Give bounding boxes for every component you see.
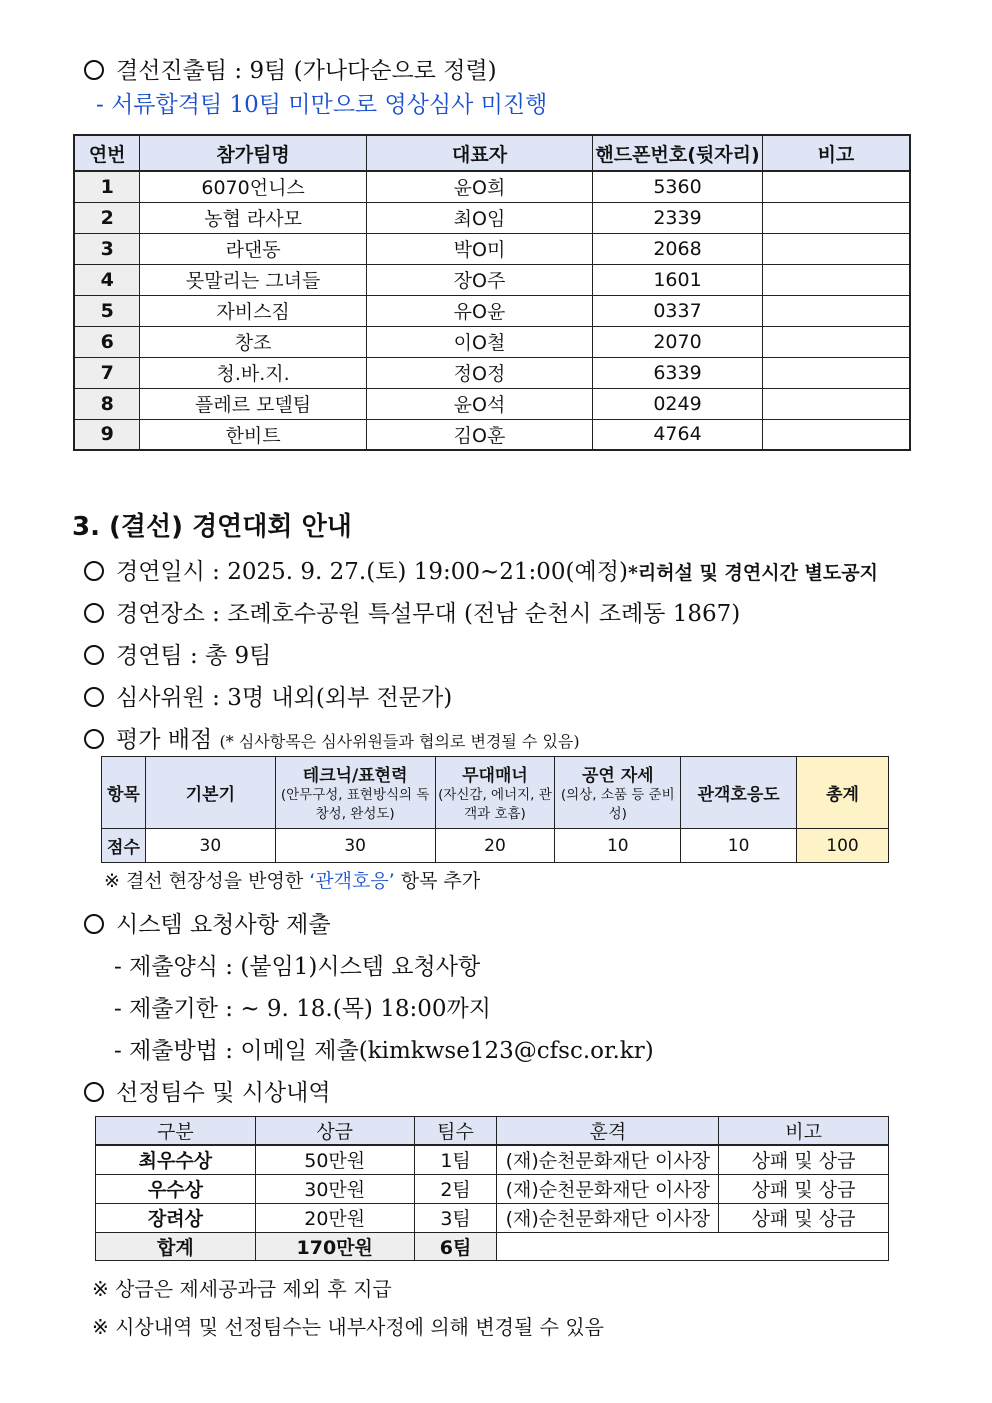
cell: (재)순천문화재단 이사장 <box>497 1203 719 1232</box>
circle-bullet-icon <box>84 1082 104 1102</box>
cell: 윤O희 <box>366 171 592 202</box>
cell: 장O주 <box>366 264 592 295</box>
award-name: 장려상 <box>96 1203 256 1232</box>
awards-total-row <box>96 1232 889 1260</box>
cell: 6339 <box>593 357 763 388</box>
cell: 창조 <box>140 326 366 357</box>
note-2: ※ 시상내역 및 선정팀수는 내부사정에 의해 변경될 수 있음 <box>92 1315 604 1339</box>
score-item-total: 총계 <box>797 757 889 829</box>
cell <box>762 357 910 388</box>
cell: 1601 <box>593 264 763 295</box>
system-title: 시스템 요청사항 제출 <box>84 906 331 939</box>
finalist-row <box>74 171 910 202</box>
score-item: 무대매너 (자신감, 에너지, 관객과 호흡) <box>435 757 555 829</box>
header-cell: 구분 <box>96 1117 256 1146</box>
cell: 청.바.지. <box>140 357 366 388</box>
cell: 김O훈 <box>366 419 592 450</box>
row-label: 항목 <box>102 757 146 829</box>
award-name: 최우수상 <box>96 1145 256 1174</box>
cell: 유O윤 <box>366 295 592 326</box>
cell <box>762 202 910 233</box>
cell: 상패 및 상금 <box>719 1145 889 1174</box>
score-values-row <box>102 829 889 863</box>
score-value: 20 <box>435 829 555 863</box>
cell <box>762 171 910 202</box>
total-prize: 170만원 <box>255 1232 414 1260</box>
awards-table <box>95 1116 889 1261</box>
score-value: 10 <box>555 829 681 863</box>
total-label: 합계 <box>96 1232 256 1260</box>
judges-line: 심사위원 : 3명 내외(외부 전문가) <box>84 679 452 712</box>
cell: 한비트 <box>140 419 366 450</box>
note-1: ※ 상금은 제세공과금 제외 후 지급 <box>92 1277 392 1301</box>
cell: 라댄동 <box>140 233 366 264</box>
award-name: 우수상 <box>96 1174 256 1203</box>
finalist-row <box>74 295 910 326</box>
finalist-row <box>74 388 910 419</box>
finalist-row <box>74 264 910 295</box>
circle-bullet-icon <box>84 603 104 623</box>
cell: 50만원 <box>255 1145 414 1174</box>
header-cell: 비고 <box>719 1117 889 1146</box>
cell: 2070 <box>593 326 763 357</box>
cell: 2팀 <box>414 1174 497 1203</box>
cell: 이O철 <box>366 326 592 357</box>
awards-header-row <box>96 1117 889 1146</box>
header-cell: 대표자 <box>366 135 592 171</box>
header-cell: 팀수 <box>414 1117 497 1146</box>
row-number: 3 <box>74 233 140 264</box>
header-cell: 핸드폰번호(뒷자리) <box>593 135 763 171</box>
venue-line: 경연장소 : 조례호수공원 특설무대 (전남 순천시 조례동 1867) <box>84 595 740 628</box>
row-number: 5 <box>74 295 140 326</box>
circle-bullet-icon <box>84 60 104 80</box>
row-number: 8 <box>74 388 140 419</box>
finalist-table <box>73 134 911 451</box>
finalist-line: 결선진출팀 : 9팀 (가나다순으로 정렬) <box>84 52 497 85</box>
finalist-row <box>74 202 910 233</box>
finalist-row <box>74 419 910 450</box>
circle-bullet-icon <box>84 914 104 934</box>
cell: 3팀 <box>414 1203 497 1232</box>
awards-row <box>96 1145 889 1174</box>
finalist-header-row <box>74 135 910 171</box>
row-number: 9 <box>74 419 140 450</box>
cell: 윤O석 <box>366 388 592 419</box>
cell: 20만원 <box>255 1203 414 1232</box>
cell: 정O정 <box>366 357 592 388</box>
score-item: 공연 자세 (의상, 소품 등 준비성) <box>555 757 681 829</box>
cell <box>762 233 910 264</box>
cell: 자비스짐 <box>140 295 366 326</box>
cell: 0249 <box>593 388 763 419</box>
finalist-row <box>74 357 910 388</box>
cell: 농협 라사모 <box>140 202 366 233</box>
cell: 1팀 <box>414 1145 497 1174</box>
finalist-row <box>74 233 910 264</box>
cell: 4764 <box>593 419 763 450</box>
score-item: 테크닉/표현력 (안무구성, 표현방식의 독창성, 완성도) <box>275 757 435 829</box>
row-label: 점수 <box>102 829 146 863</box>
cell <box>762 295 910 326</box>
cell: 못말리는 그녀들 <box>140 264 366 295</box>
cell: 상패 및 상금 <box>719 1174 889 1203</box>
score-items-row <box>102 757 889 829</box>
cell: 플레르 모델팀 <box>140 388 366 419</box>
header-cell: 참가팀명 <box>140 135 366 171</box>
cell <box>762 419 910 450</box>
cell <box>762 326 910 357</box>
header-cell: 훈격 <box>497 1117 719 1146</box>
cell: 0337 <box>593 295 763 326</box>
score-note: ※ 결선 현장성을 반영한 ‘관객호응’ 항목 추가 <box>104 870 481 892</box>
system-deadline: - 제출기한 : ~ 9. 18.(목) 18:00까지 <box>114 996 491 1022</box>
section-title: 3. (결선) 경연대회 안내 <box>72 512 352 542</box>
finalist-note: - 서류합격팀 10팀 미만으로 영상심사 미진행 <box>96 92 548 118</box>
system-method: - 제출방법 : 이메일 제출(kimkwse123@cfsc.or.kr) <box>114 1038 654 1064</box>
awards-row <box>96 1203 889 1232</box>
score-value: 30 <box>145 829 275 863</box>
cell: 30만원 <box>255 1174 414 1203</box>
cell: (재)순천문화재단 이사장 <box>497 1145 719 1174</box>
finalist-row <box>74 326 910 357</box>
teams-line: 경연팀 : 총 9팀 <box>84 637 271 670</box>
circle-bullet-icon <box>84 561 104 581</box>
score-value-total: 100 <box>797 829 889 863</box>
header-cell: 비고 <box>762 135 910 171</box>
row-number: 6 <box>74 326 140 357</box>
circle-bullet-icon <box>84 729 104 749</box>
system-form: - 제출양식 : (붙임1)시스템 요청사항 <box>114 954 481 980</box>
scoring-line: 평가 배점 (* 심사항목은 심사위원들과 협의로 변경될 수 있음) <box>84 721 580 754</box>
cell: 2339 <box>593 202 763 233</box>
cell <box>762 264 910 295</box>
row-number: 7 <box>74 357 140 388</box>
total-teams: 6팀 <box>414 1232 497 1260</box>
date-line: 경연일시 : 2025. 9. 27.(토) 19:00~21:00(예정)*리허설 및 경연시간 별도공지 <box>84 553 878 586</box>
cell: 상패 및 상금 <box>719 1203 889 1232</box>
score-item: 기본기 <box>145 757 275 829</box>
cell: (재)순천문화재단 이사장 <box>497 1174 719 1203</box>
cell <box>762 388 910 419</box>
header-cell: 상금 <box>255 1117 414 1146</box>
cell: 박O미 <box>366 233 592 264</box>
total-empty <box>497 1232 889 1260</box>
row-number: 4 <box>74 264 140 295</box>
awards-row <box>96 1174 889 1203</box>
score-table <box>101 756 889 863</box>
circle-bullet-icon <box>84 645 104 665</box>
score-value: 10 <box>681 829 797 863</box>
score-value: 30 <box>275 829 435 863</box>
cell: 5360 <box>593 171 763 202</box>
cell: 6070언니스 <box>140 171 366 202</box>
cell: 2068 <box>593 233 763 264</box>
cell: 최O임 <box>366 202 592 233</box>
row-number: 2 <box>74 202 140 233</box>
awards-title: 선정팀수 및 시상내역 <box>84 1074 331 1107</box>
row-number: 1 <box>74 171 140 202</box>
score-item: 관객호응도 <box>681 757 797 829</box>
circle-bullet-icon <box>84 687 104 707</box>
header-cell: 연번 <box>74 135 140 171</box>
